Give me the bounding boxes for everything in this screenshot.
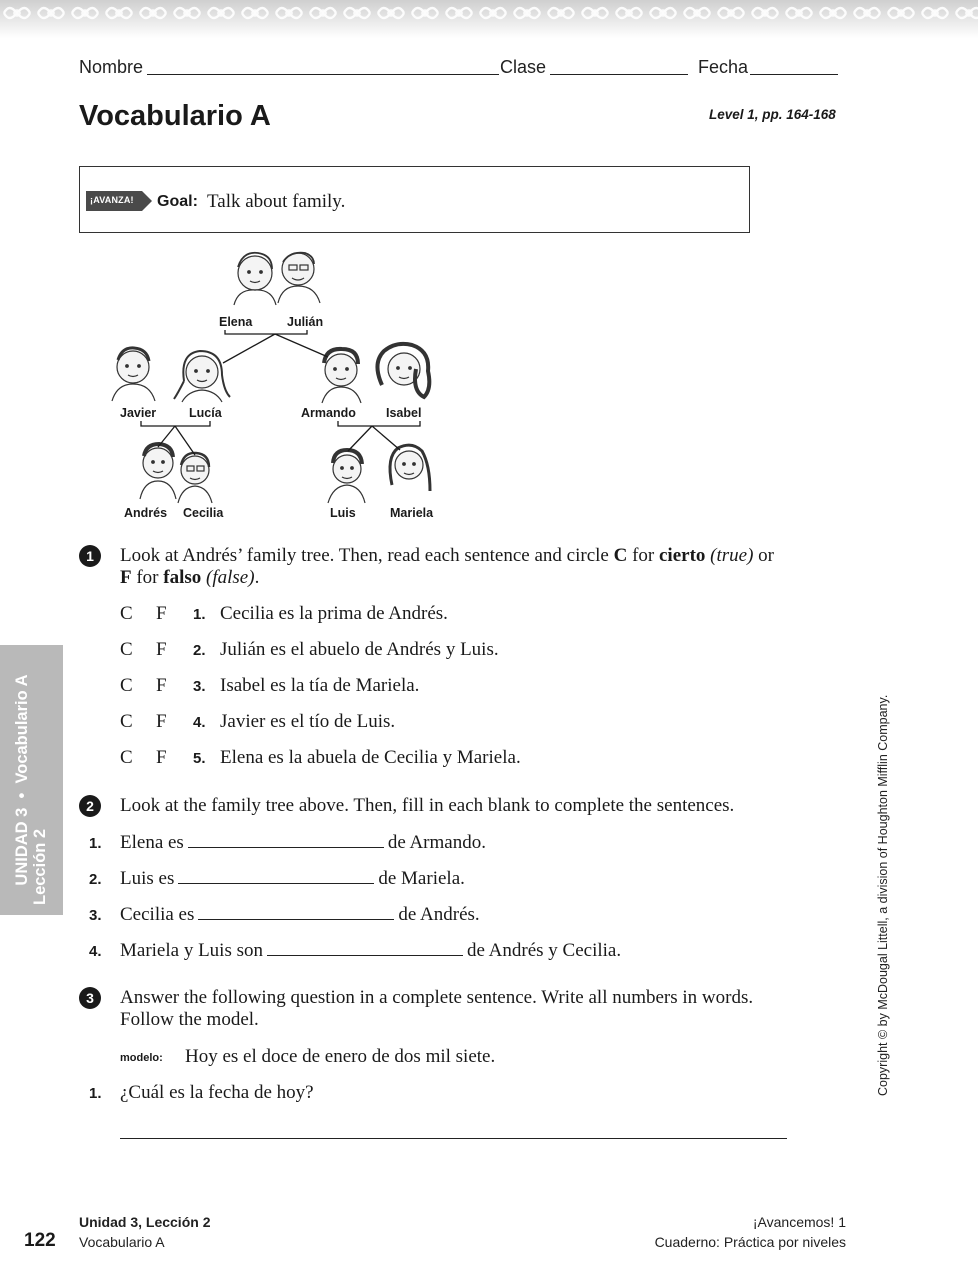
tree-name-andres: Andrés bbox=[124, 506, 168, 520]
answer-blank[interactable] bbox=[267, 939, 463, 956]
avanza-badge-text: ¡AVANZA! bbox=[90, 195, 134, 205]
copyright-notice: Copyright © by McDougal Littell, a division of Houghton Mifflin Company. bbox=[876, 694, 890, 1096]
unit-side-tab bbox=[0, 645, 63, 915]
answer-line[interactable] bbox=[120, 1138, 787, 1139]
tree-name-luis: Luis bbox=[330, 506, 356, 520]
avanza-badge bbox=[86, 191, 152, 211]
section-3-instruction: Answer the following question in a complete sentence. Write all numbers in words. Follow the model. bbox=[120, 987, 754, 1030]
answer-blank[interactable] bbox=[198, 903, 394, 920]
circle-c-option[interactable]: C bbox=[120, 675, 133, 696]
goal-label: Goal: bbox=[157, 193, 198, 210]
level-reference: Level 1, pp. 164-168 bbox=[709, 107, 836, 122]
section-1-instruction: Look at Andrés’ family tree. Then, read each sentence and circle C for cierto (true) or F for falso (false). bbox=[120, 545, 774, 588]
family-tree-illustration bbox=[100, 245, 460, 525]
circle-f-option[interactable]: F bbox=[156, 603, 167, 624]
tree-name-isabel: Isabel bbox=[386, 406, 422, 420]
tree-name-lucia: Lucía bbox=[189, 406, 222, 420]
portrait-julian bbox=[278, 253, 320, 303]
portrait-andres bbox=[140, 444, 176, 499]
page-number: 122 bbox=[24, 1230, 56, 1251]
circle-c-option[interactable]: C bbox=[120, 711, 133, 732]
portrait-isabel bbox=[377, 344, 429, 397]
circle-f-option[interactable]: F bbox=[156, 747, 167, 768]
model-label: modelo: bbox=[120, 1052, 163, 1064]
goal-text: Talk about family. bbox=[207, 191, 346, 212]
portrait-elena bbox=[234, 253, 276, 305]
footer-workbook-title: Cuaderno: Práctica por niveles bbox=[654, 1234, 846, 1250]
portrait-cecilia bbox=[178, 453, 212, 503]
side-tab-line2: Lección 2 bbox=[31, 828, 49, 905]
portrait-javier bbox=[112, 348, 155, 401]
fecha-field[interactable] bbox=[750, 74, 838, 75]
decorative-header-band bbox=[0, 0, 978, 38]
fill-blank-item: 4. Mariela y Luis son de Andrés y Cecilia. bbox=[89, 940, 622, 961]
question-text: ¿Cuál es la fecha de hoy? bbox=[120, 1082, 314, 1103]
tree-name-javier: Javier bbox=[120, 406, 157, 420]
tree-name-cecilia: Cecilia bbox=[183, 506, 224, 520]
clase-label: Clase bbox=[500, 57, 547, 77]
fill-blank-item: 3. Cecilia es de Andrés. bbox=[89, 904, 480, 925]
circle-c-option[interactable]: C bbox=[120, 639, 133, 660]
tree-name-julian: Julián bbox=[287, 315, 324, 329]
nombre-label: Nombre bbox=[79, 57, 144, 77]
model-text: Hoy es el doce de enero de dos mil siete. bbox=[185, 1046, 496, 1067]
page-title: Vocabulario A bbox=[79, 100, 271, 132]
tree-name-elena: Elena bbox=[219, 315, 253, 329]
fecha-label: Fecha bbox=[698, 57, 749, 77]
answer-blank[interactable] bbox=[188, 831, 384, 848]
circle-f-option[interactable]: F bbox=[156, 639, 167, 660]
clase-field[interactable] bbox=[550, 74, 688, 75]
circle-f-option[interactable]: F bbox=[156, 675, 167, 696]
answer-blank[interactable] bbox=[178, 867, 374, 884]
family-tree bbox=[100, 245, 460, 525]
portrait-luis bbox=[328, 450, 365, 503]
tree-name-mariela: Mariela bbox=[390, 506, 434, 520]
section-1-number: 1 bbox=[79, 545, 101, 567]
portrait-mariela bbox=[390, 445, 430, 491]
circle-c-option[interactable]: C bbox=[120, 747, 133, 768]
circle-c-option[interactable]: C bbox=[120, 603, 133, 624]
fill-blank-item: 1. Elena es de Armando. bbox=[89, 832, 486, 853]
tree-name-armando: Armando bbox=[301, 406, 356, 420]
nombre-field[interactable] bbox=[147, 74, 499, 75]
circle-f-option[interactable]: F bbox=[156, 711, 167, 732]
side-tab-line1: UNIDAD 3 • Vocabulario A bbox=[13, 674, 31, 886]
footer-section: Vocabulario A bbox=[79, 1234, 165, 1250]
section-3-number: 3 bbox=[79, 987, 101, 1009]
section-2-number: 2 bbox=[79, 795, 101, 817]
section-2-instruction: Look at the family tree above. Then, fill in each blank to complete the sentences. bbox=[120, 795, 735, 816]
question-number: 1. bbox=[89, 1085, 102, 1102]
footer-book-title: ¡Avancemos! 1 bbox=[752, 1214, 846, 1230]
portrait-lucia bbox=[174, 351, 230, 402]
footer-unit-lesson: Unidad 3, Lección 2 bbox=[79, 1214, 211, 1230]
fill-blank-item: 2. Luis es de Mariela. bbox=[89, 868, 465, 889]
